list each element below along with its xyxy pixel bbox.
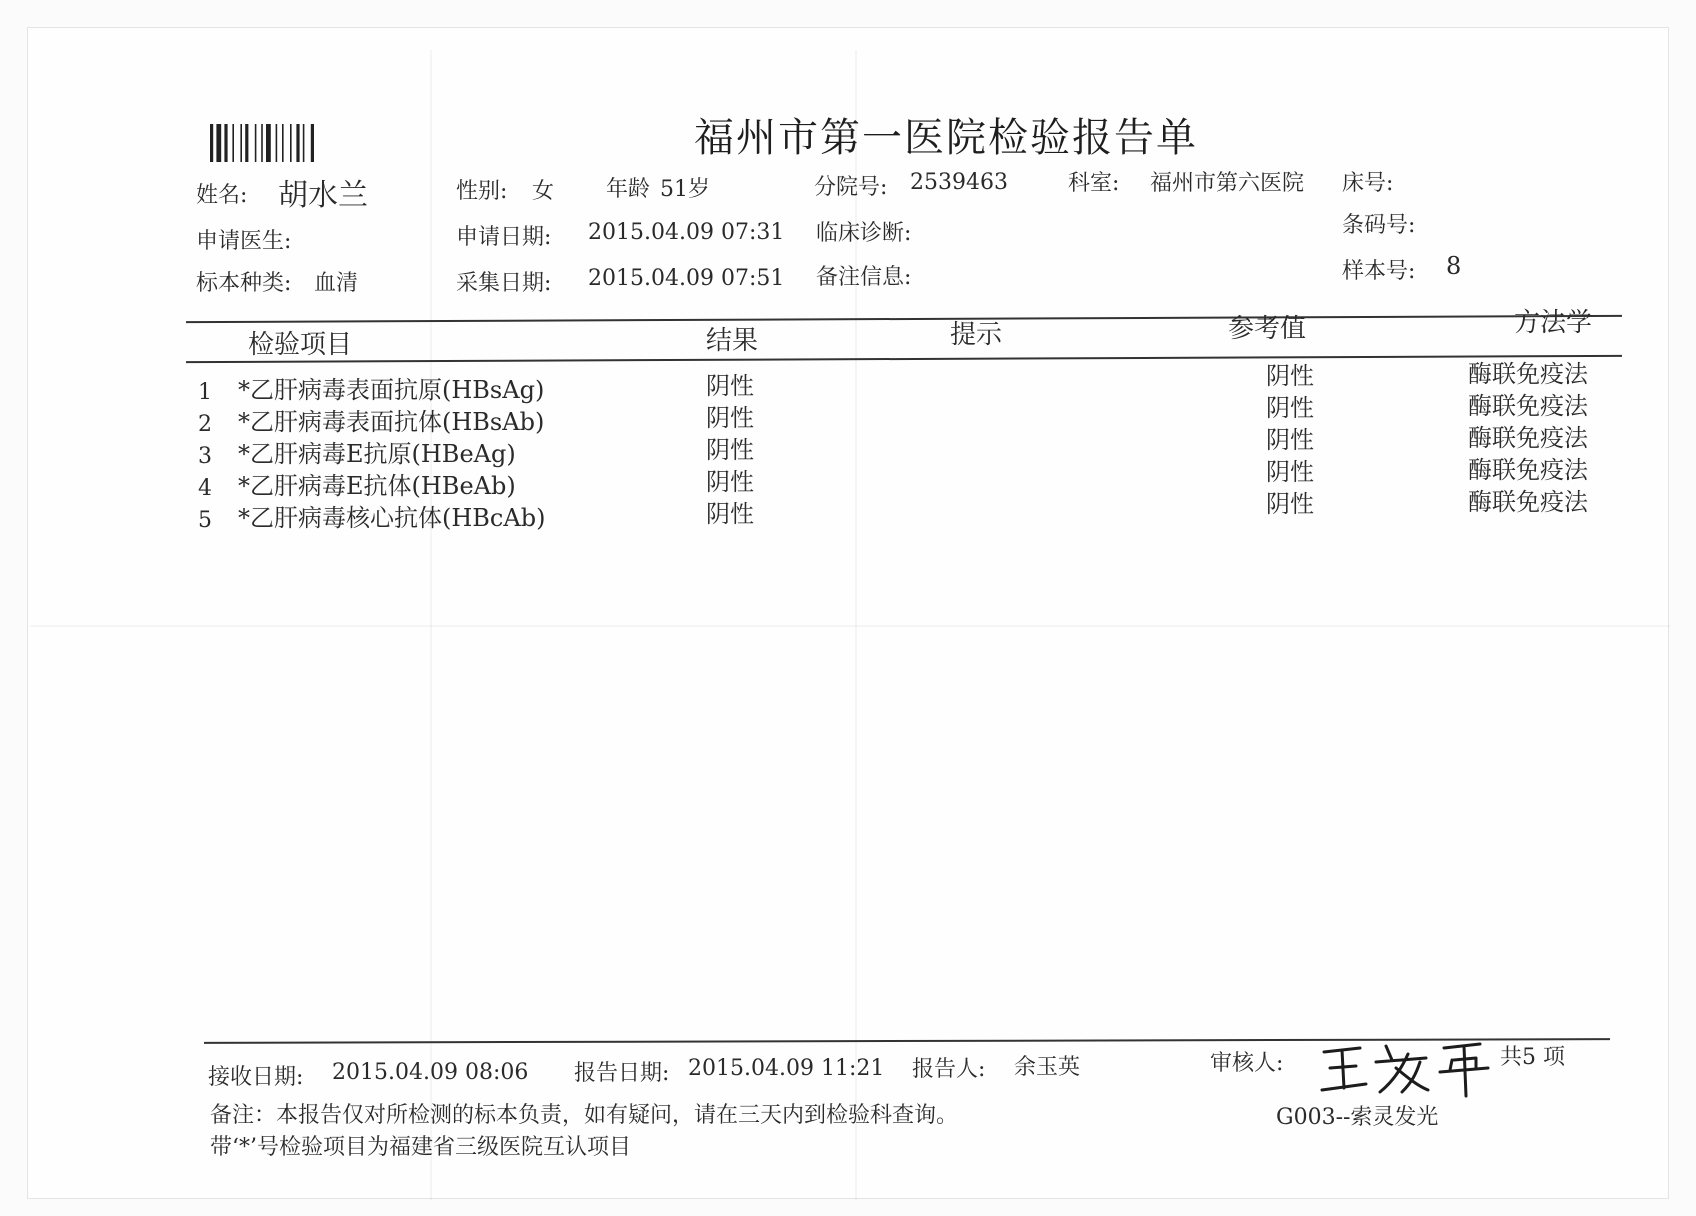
row-item: *乙肝病毒E抗体(HBeAb) (238, 472, 516, 500)
row-number: 4 (198, 476, 212, 501)
collect-date-value: 2015.04.09 07:51 (588, 266, 785, 291)
apply-date-value: 2015.04.09 07:31 (588, 220, 785, 245)
total-items: 共5 项 (1500, 1045, 1565, 1070)
row-result: 阴性 (706, 468, 754, 496)
row-method: 酶联免疫法 (1468, 360, 1588, 388)
name-value: 胡水兰 (278, 178, 368, 213)
reporter-value: 余玉英 (1014, 1055, 1081, 1080)
header-item: 检验项目 (248, 330, 353, 360)
header-hint: 提示 (950, 320, 1003, 350)
row-reference: 阴性 (1266, 426, 1314, 454)
collect-date-label: 采集日期: (456, 271, 552, 296)
row-reference: 阴性 (1266, 394, 1314, 422)
receive-date-label: 接收日期: (208, 1065, 304, 1090)
row-number: 2 (198, 412, 212, 437)
report-paper (28, 28, 1668, 1198)
report-date-value: 2015.04.09 11:21 (688, 1056, 885, 1081)
row-method: 酶联免疫法 (1468, 488, 1588, 516)
branch-no-value: 2539463 (910, 170, 1008, 195)
row-reference: 阴性 (1266, 362, 1314, 390)
header-method: 方法学 (1514, 308, 1593, 338)
reviewer-label: 审核人: (1210, 1051, 1284, 1076)
row-item: *乙肝病毒核心抗体(HBcAb) (238, 504, 546, 532)
sample-no-label: 样本号: (1342, 259, 1416, 284)
gender-value: 女 (532, 179, 555, 204)
row-item: *乙肝病毒表面抗原(HBsAg) (238, 376, 545, 404)
age-value: 51岁 (660, 177, 710, 202)
footer-note-1: 备注：本报告仅对所检测的标本负责，如有疑问，请在三天内到检验科查询。 (210, 1103, 959, 1128)
header-result: 结果 (706, 326, 759, 356)
sample-no-value: 8 (1446, 252, 1462, 280)
specimen-label: 标本种类: (196, 271, 292, 296)
doctor-label: 申请医生: (196, 229, 292, 254)
row-item: *乙肝病毒E抗原(HBeAg) (238, 440, 516, 468)
barcode-label: 条码号: (1342, 213, 1416, 238)
age-label: 年龄 (606, 177, 651, 202)
report-title: 福州市第一医院检验报告单 (694, 115, 1198, 161)
footer-note-2: 带‘*’号检验项目为福建省三级医院互认项目 (210, 1135, 631, 1160)
row-result: 阴性 (706, 500, 754, 528)
bed-label: 床号: (1342, 171, 1394, 196)
row-method: 酶联免疫法 (1468, 392, 1588, 420)
dept-value: 福州市第六医院 (1150, 171, 1305, 196)
name-label: 姓名: (196, 183, 248, 208)
apply-date-label: 申请日期: (456, 225, 552, 250)
barcode-image (210, 124, 352, 162)
row-result: 阴性 (706, 404, 754, 432)
reviewer-signature (1316, 1038, 1496, 1098)
header-reference: 参考值 (1228, 314, 1307, 344)
row-reference: 阴性 (1266, 458, 1314, 486)
row-result: 阴性 (706, 372, 754, 400)
device-info: G003--索灵发光 (1276, 1105, 1439, 1130)
diagnosis-label: 临床诊断: (816, 221, 912, 246)
fold-crease (30, 625, 1670, 627)
row-method: 酶联免疫法 (1468, 424, 1588, 452)
specimen-value: 血清 (314, 271, 359, 296)
reporter-label: 报告人: (912, 1057, 986, 1082)
row-reference: 阴性 (1266, 490, 1314, 518)
row-number: 3 (198, 444, 212, 469)
branch-no-label: 分院号: (814, 175, 888, 200)
dept-label: 科室: (1068, 171, 1120, 196)
receive-date-value: 2015.04.09 08:06 (332, 1060, 529, 1085)
row-number: 5 (198, 508, 212, 533)
row-number: 1 (198, 380, 212, 405)
row-method: 酶联免疫法 (1468, 456, 1588, 484)
remarks-label: 备注信息: (816, 265, 912, 290)
row-result: 阴性 (706, 436, 754, 464)
report-date-label: 报告日期: (574, 1061, 670, 1086)
row-item: *乙肝病毒表面抗体(HBsAb) (238, 408, 545, 436)
gender-label: 性别: (456, 179, 508, 204)
